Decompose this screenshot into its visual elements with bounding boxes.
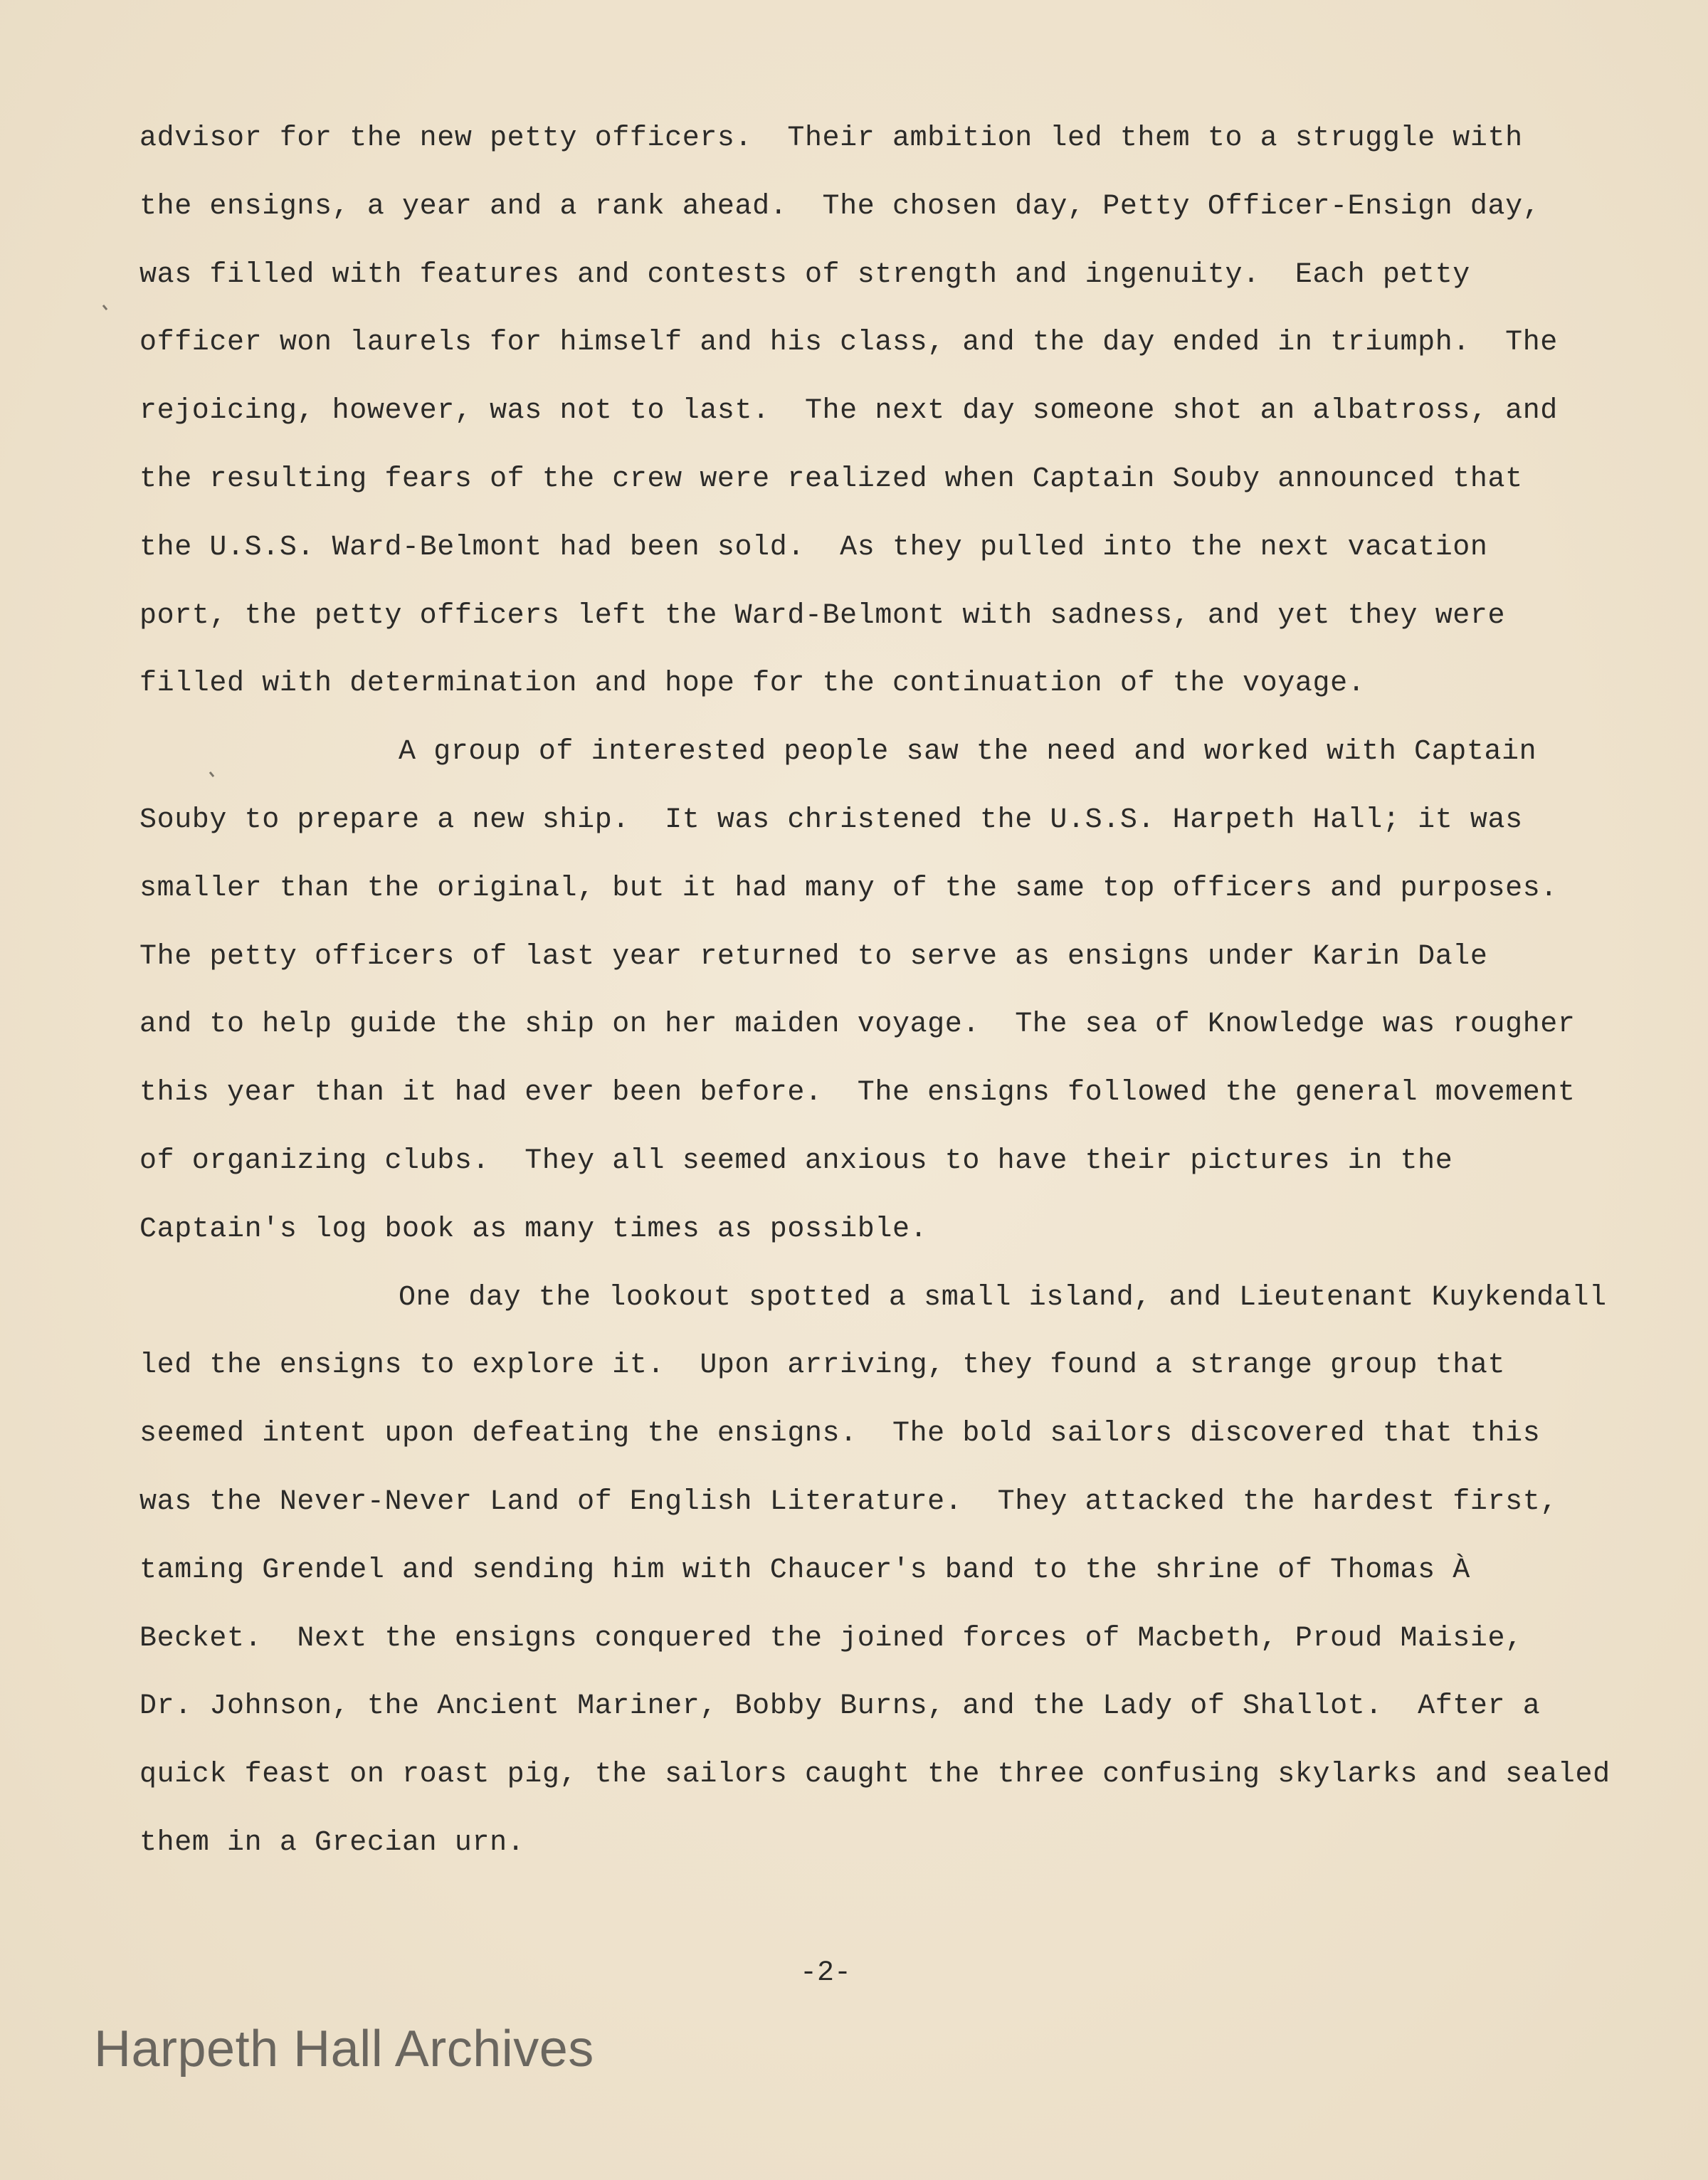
text-line: and to help guide the ship on her maiden voyage. The sea of Knowledge was rougher: [139, 1009, 1576, 1041]
text-line: Dr. Johnson, the Ancient Mariner, Bobby Burns, and the Lady of Shallot. After a: [139, 1690, 1541, 1723]
text-line: the U.S.S. Ward-Belmont had been sold. As they pulled into the next vacation: [139, 531, 1488, 564]
text-line: port, the petty officers left the Ward-Belmont with sadness, and yet they were: [139, 599, 1506, 632]
text-line: was filled with features and contests of strength and ingenuity. Each petty: [139, 258, 1470, 291]
text-line: filled with determination and hope for the continuation of the voyage.: [139, 668, 1366, 700]
text-line: taming Grendel and sending him with Chaucer's band to the shrine of Thomas À: [139, 1554, 1470, 1586]
text-line: Captain's log book as many times as possible.: [139, 1213, 928, 1246]
page-number: -2-: [799, 1957, 851, 1989]
text-line: smaller than the original, but it had many of the same top officers and purposes.: [139, 872, 1558, 905]
text-line: Becket. Next the ensigns conquered the joined forces of Macbeth, Proud Maisie,: [139, 1622, 1523, 1655]
text-line: was the Never-Never Land of English Literature. They attacked the hardest first,: [139, 1485, 1558, 1518]
archive-watermark: Harpeth Hall Archives: [94, 2021, 594, 2078]
text-line: officer won laurels for himself and his class, and the day ended in triumph. The: [139, 327, 1558, 359]
text-line: The petty officers of last year returned to serve as ensigns under Karin Dale: [139, 940, 1488, 973]
text-line: this year than it had ever been before. The ensigns followed the general movement: [139, 1077, 1576, 1110]
text-line: the ensigns, a year and a rank ahead. The chosen day, Petty Officer-Ensign day,: [139, 190, 1541, 223]
text-line: quick feast on roast pig, the sailors caught the three confusing skylarks and sealed: [139, 1759, 1611, 1791]
text-line: of organizing clubs. They all seemed anxious to have their pictures in the: [139, 1144, 1453, 1177]
text-line: led the ensigns to explore it. Upon arriving, they found a strange group that: [139, 1349, 1506, 1382]
typed-text-body: [139, 117, 1611, 1890]
text-line: seemed intent upon defeating the ensigns. The bold sailors discovered that this: [139, 1418, 1541, 1450]
text-line: rejoicing, however, was not to last. The next day someone shot an albatross, and: [139, 395, 1558, 428]
text-line: them in a Grecian urn.: [139, 1826, 525, 1859]
text-line: the resulting fears of the crew were realized when Captain Souby announced that: [139, 463, 1523, 495]
text-line: Souby to prepare a new ship. It was christened the U.S.S. Harpeth Hall; it was: [139, 804, 1523, 836]
paper-speck: [102, 305, 107, 310]
text-line: advisor for the new petty officers. Their ambition led them to a struggle with: [139, 122, 1523, 154]
paragraph-start-line: A group of interested people saw the need and worked with Captain: [399, 736, 1537, 769]
paragraph-start-line: One day the lookout spotted a small island, and Lieutenant Kuykendall: [399, 1281, 1607, 1314]
